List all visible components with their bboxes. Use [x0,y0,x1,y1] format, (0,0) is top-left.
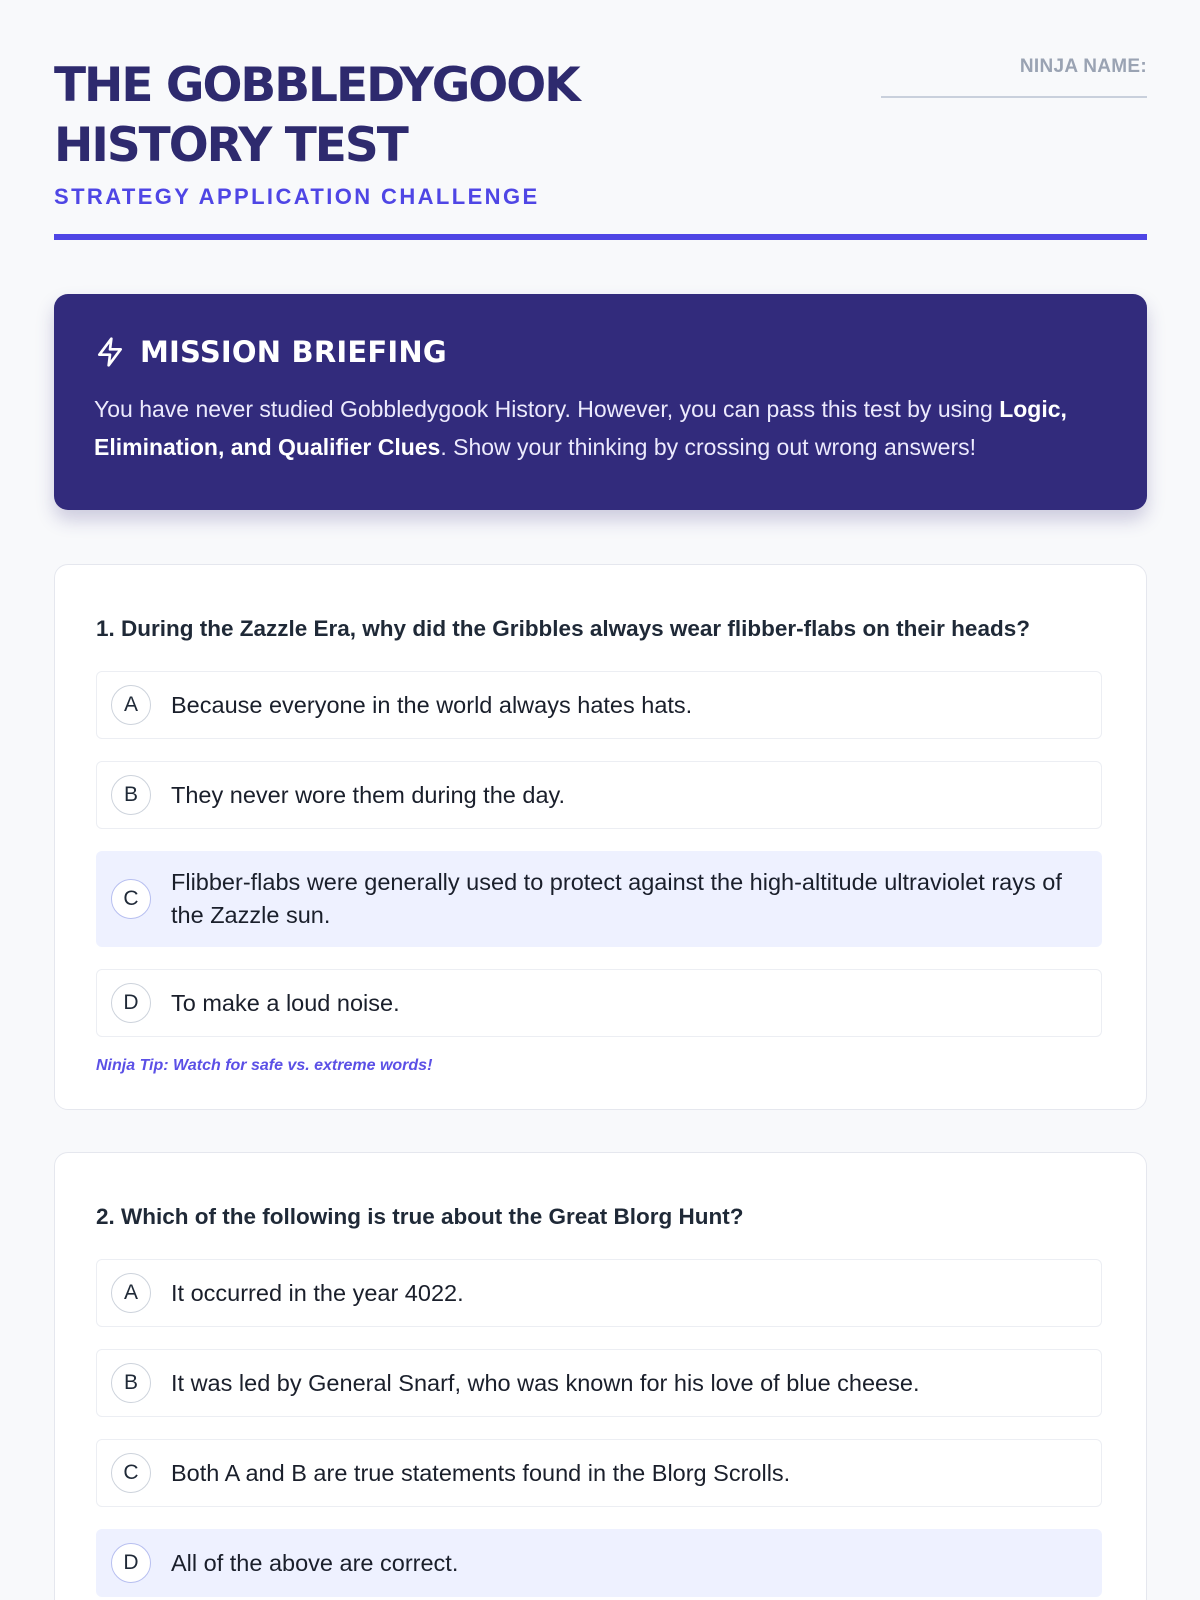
briefing-title: MISSION BRIEFING [140,335,447,369]
briefing-text-start: You have never studied Gobbledygook History. However, you can pass this test by using [94,396,1000,422]
answer-options [96,671,1106,1037]
option-letter-badge: A [111,685,151,725]
option-text: Because everyone in the world always hates hats. [171,691,693,718]
option-text: They never wore them during the day. [171,781,566,808]
header-divider [54,234,1147,240]
briefing-text-end: . Show your thinking by crossing out wrong answers! [440,434,976,460]
question-prompt: 1. During the Zazzle Era, why did the Gribbles always wear flibber-flabs on their heads? [96,616,1030,641]
option-text: Flibber-flabs were generally used to protect against the high-altitude ultraviolet rays of the Zazzle sun. [171,869,1062,928]
option-letter-badge: C [111,1453,151,1493]
option-letter-badge: D [111,1543,151,1583]
lightning-bolt-icon [94,336,126,368]
answer-option-b[interactable] [96,1349,1102,1417]
question-card-2 [54,1152,1147,1600]
option-text: It occurred in the year 4022. [171,1279,464,1306]
answer-option-c[interactable] [96,1439,1102,1507]
page-subtitle: STRATEGY APPLICATION CHALLENGE [54,184,540,209]
answer-option-a[interactable] [96,1259,1102,1327]
ninja-name-field[interactable] [881,56,1147,98]
option-letter-badge: C [111,879,151,919]
answer-option-d[interactable] [96,969,1102,1037]
ninja-name-label: NINJA NAME: [1019,56,1147,77]
option-letter-badge: B [111,775,151,815]
option-letter-badge: D [111,983,151,1023]
option-text: To make a loud noise. [171,989,400,1016]
ninja-name-line[interactable] [881,96,1147,98]
answer-option-c[interactable] [96,851,1102,947]
ninja-tip: Ninja Tip: Watch for safe vs. extreme words! [96,1057,433,1074]
option-letter-badge: A [111,1273,151,1313]
answer-option-b[interactable] [96,761,1102,829]
briefing-text [94,390,1107,466]
answer-option-a[interactable] [96,671,1102,739]
option-text: Both A and B are true statements found in the Blorg Scrolls. [171,1459,791,1486]
question-card-1 [54,564,1147,1110]
question-prompt: 2. Which of the following is true about the Great Blorg Hunt? [96,1204,744,1229]
option-letter-badge: B [111,1363,151,1403]
answer-options [96,1259,1106,1597]
option-text: All of the above are correct. [171,1549,459,1576]
option-text: It was led by General Snarf, who was known for his love of blue cheese. [171,1369,920,1396]
page-title: THE GOBBLEDYGOOK HISTORY TEST [54,58,579,173]
briefing-text-bold: Logic, Elimination, and Qualifier Clues [94,396,1067,460]
answer-option-d[interactable] [96,1529,1102,1597]
header [54,56,1147,210]
mission-briefing [54,294,1147,510]
briefing-heading [94,334,1107,370]
